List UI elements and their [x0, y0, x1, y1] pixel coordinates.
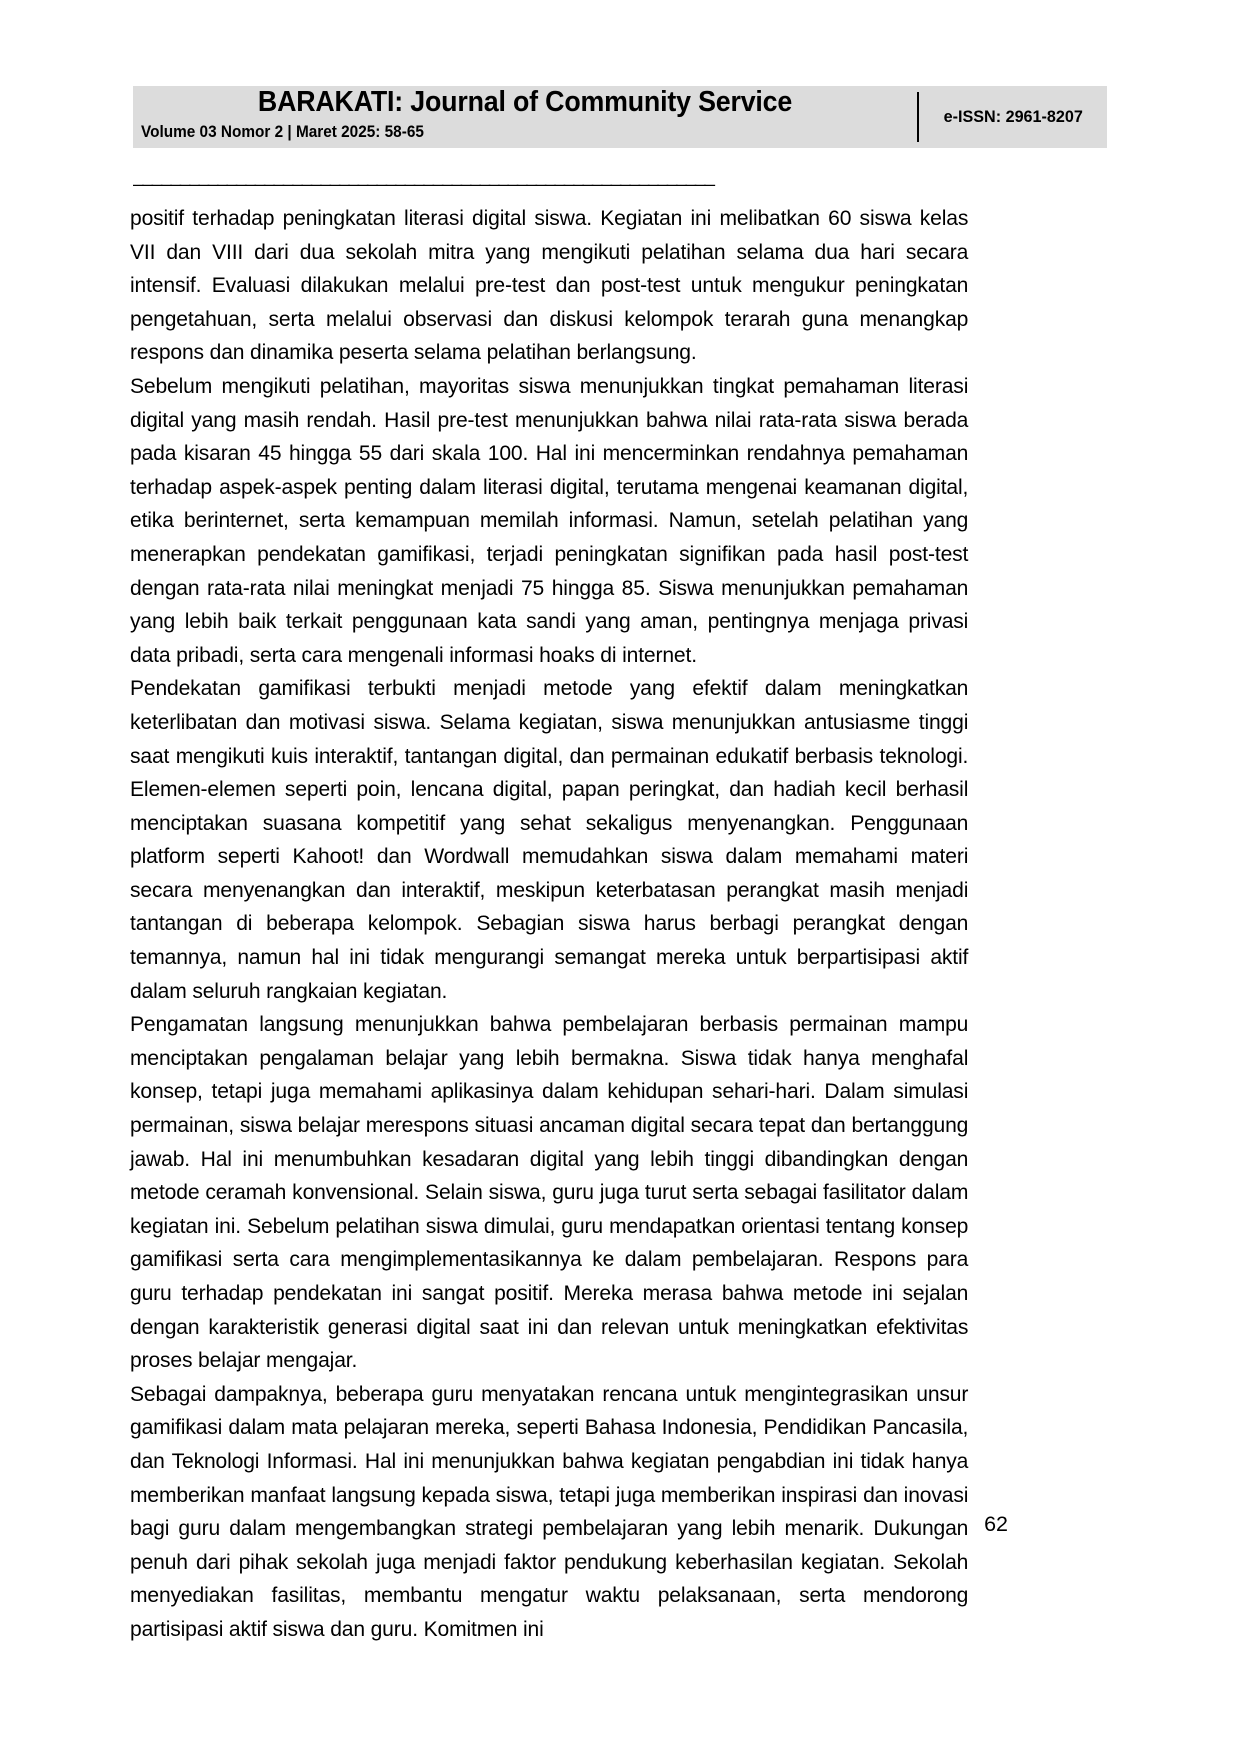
journal-volume-issue-line: Volume 03 Nomor 2 | Maret 2025: 58-65	[141, 123, 424, 141]
body-paragraph: Pendekatan gamifikasi terbukti menjadi metode yang efektif dalam meningkatkan keterlibatan dan motivasi siswa. Selama kegiatan, siswa menunjukkan antusiasme tinggi saat mengikuti kuis interaktif, tantangan digital, dan permainan edukatif berbasis teknologi. Elemen-elemen seperti poin, lencana digital, papan peringkat, dan hadiah kecil berhasil menciptakan suasana kompetitif yang sehat sekaligus menyenangkan. Penggunaan platform seperti Kahoot! dan Wordwall memudahkan siswa dalam memahami materi secara menyenangkan dan interaktif, meskipun keterbatasan perangkat masih menjadi tantangan di beberapa kelompok. Sebagian siswa harus berbagi perangkat dengan temannya, namun hal ini tidak mengurangi semangat mereka untuk berpartisipasi aktif dalam seluruh rangkaian kegiatan.	[130, 676, 969, 1003]
page-number: 62	[984, 1512, 1008, 1536]
masthead-right-block	[919, 86, 1107, 148]
body-paragraph: Sebelum mengikuti pelatihan, mayoritas siswa menunjukkan tingkat pemahaman literasi digital yang masih rendah. Hasil pre-test menunjukkan bahwa nilai rata-rata siswa berada pada kisaran 45 hingga 55 dari skala 100. Hal ini mencerminkan rendahnya pemahaman terhadap aspek-aspek penting dalam literasi digital, terutama mengenai keamanan digital, etika berinternet, serta kemampuan memilah informasi. Namun, setelah pelatihan yang menerapkan pendekatan gamifikasi, terjadi peningkatan signifikan pada hasil post-test dengan rata-rata nilai meningkat menjadi 75 hingga 85. Siswa menunjukkan pemahaman yang lebih baik terkait penggunaan kata sandi yang aman, pentingnya menjaga privasi data pribadi, serta cara mengenali informasi hoaks di internet.	[130, 373, 969, 667]
body-paragraph: Pengamatan langsung menunjukkan bahwa pembelajaran berbasis permainan mampu menciptakan pengalaman belajar yang lebih bermakna. Siswa tidak hanya menghafal konsep, tetapi juga memahami aplikasinya dalam kehidupan sehari-hari. Dalam simulasi permainan, siswa belajar merespons situasi ancaman digital secara tepat dan bertanggung jawab. Hal ini menumbuhkan kesadaran digital yang lebih tinggi dibandingkan dengan metode ceramah konvensional. Selain siswa, guru juga turut serta sebagai fasilitator dalam kegiatan ini. Sebelum pelatihan siswa dimulai, guru mendapatkan orientasi tentang konsep gamifikasi serta cara mengimplementasikannya ke dalam pembelajaran. Respons para guru terhadap pendekatan ini sangat positif. Mereka merasa bahwa metode ini sejalan dengan karakteristik generasi digital saat ini dan relevan untuk meningkatkan efektivitas proses belajar mengajar.	[130, 1012, 969, 1373]
masthead-left-block	[133, 86, 917, 148]
body-text-column	[130, 202, 981, 1647]
header-underscore-rule: ______________________________________________________________	[133, 167, 714, 186]
journal-eissn: e-ISSN: 2961-8207	[943, 107, 1083, 126]
journal-title: BARAKATI: Journal of Community Service	[257, 86, 793, 118]
body-paragraph: Sebagai dampaknya, beberapa guru menyatakan rencana untuk mengintegrasikan unsur gamifikasi dalam mata pelajaran mereka, seperti Bahasa Indonesia, Pendidikan Pancasila, dan Teknologi Informasi. Hal ini menunjukkan bahwa kegiatan pengabdian ini tidak hanya memberikan manfaat langsung kepada siswa, tetapi juga memberikan inspirasi dan inovasi bagi guru dalam mengembangkan strategi pembelajaran yang lebih menarik. Dukungan penuh dari pihak sekolah juga menjadi faktor pendukung keberhasilan kegiatan. Sekolah menyediakan fasilitas, membantu mengatur waktu pelaksanaan, serta mendorong partisipasi aktif siswa dan guru. Komitmen ini	[130, 1381, 969, 1641]
journal-masthead	[133, 86, 1107, 148]
body-paragraph: positif terhadap peningkatan literasi digital siswa. Kegiatan ini melibatkan 60 siswa kelas VII dan VIII dari dua sekolah mitra yang mengikuti pelatihan selama dua hari secara intensif. Evaluasi dilakukan melalui pre-test dan post-test untuk mengukur peningkatan pengetahuan, serta melalui observasi dan diskusi kelompok terarah guna menangkap respons dan dinamika peserta selama pelatihan berlangsung.	[130, 206, 969, 365]
